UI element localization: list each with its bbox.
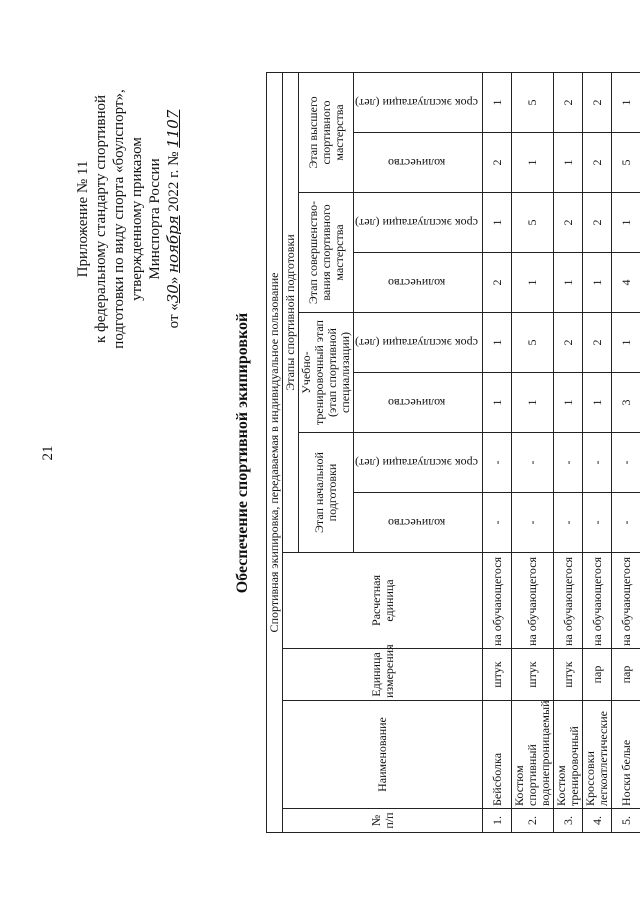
row-value: 1 bbox=[554, 372, 583, 432]
order-number: 1107 bbox=[164, 109, 182, 148]
row-name: Носки белые bbox=[612, 700, 640, 808]
header-term-3 bbox=[354, 192, 483, 252]
appendix-line-2: к федеральному стандарту спортивной bbox=[93, 94, 109, 343]
row-value: 4 bbox=[612, 252, 640, 312]
appendix-line-4: утвержденному приказом bbox=[129, 136, 145, 301]
row-value: 1 bbox=[483, 372, 512, 432]
header-name: Наименование bbox=[283, 700, 483, 808]
row-value: 1 bbox=[483, 192, 512, 252]
row-unit: штук bbox=[512, 648, 554, 700]
row-value: 1 bbox=[512, 372, 554, 432]
row-value: - bbox=[554, 492, 583, 552]
row-value: 1 bbox=[583, 252, 612, 312]
table-row bbox=[612, 72, 640, 832]
row-num: 4. bbox=[583, 808, 612, 832]
header-qty-1 bbox=[354, 492, 483, 552]
appendix-line-3: подготовки по виду спорта «боулспорт», bbox=[111, 88, 127, 349]
header-qty-4 bbox=[354, 132, 483, 192]
row-value: - bbox=[583, 432, 612, 492]
row-value: - bbox=[483, 432, 512, 492]
date-day: 30 bbox=[164, 283, 182, 303]
appendix-line-5: Минспорта России bbox=[147, 157, 163, 280]
header-unit: Единица измерения bbox=[283, 648, 483, 700]
row-value: - bbox=[554, 432, 583, 492]
row-name: Кроссовки легкоатлетические bbox=[583, 700, 612, 808]
table-row bbox=[483, 72, 512, 832]
header-term-3-label: срок эксплуатации (лет) bbox=[355, 215, 478, 230]
row-value: 2 bbox=[554, 312, 583, 372]
date-year: 2022 г. № bbox=[166, 147, 182, 215]
row-num: 5. bbox=[612, 808, 640, 832]
header-qty-4-label: количество bbox=[387, 155, 446, 170]
header-qty-1-label: количество bbox=[387, 515, 446, 530]
appendix-line-1: Приложение № 11 bbox=[75, 160, 91, 277]
row-calc: на обучающегося bbox=[583, 552, 612, 648]
row-value: - bbox=[612, 432, 640, 492]
row-value: 2 bbox=[554, 192, 583, 252]
header-term-2-label: срок эксплуатации (лет) bbox=[355, 335, 478, 350]
header-term-2 bbox=[354, 312, 483, 372]
header-top: Спортивная экипировка, передаваемая в индивидуальное пользование bbox=[267, 72, 283, 832]
row-value: 2 bbox=[483, 132, 512, 192]
date-month: ноября bbox=[164, 214, 182, 273]
header-qty-3 bbox=[354, 252, 483, 312]
header-qty-2-label: количество bbox=[387, 395, 446, 410]
row-value: 2 bbox=[583, 72, 612, 132]
page-number: 21 bbox=[40, 445, 56, 460]
date-prefix: от « bbox=[166, 302, 182, 328]
row-name: Костюм спортивный водонепроницаемый bbox=[512, 700, 554, 808]
header-term-1-label: срок эксплуатации (лет) bbox=[355, 455, 478, 470]
row-value: 1 bbox=[512, 132, 554, 192]
row-value: 2 bbox=[483, 252, 512, 312]
header-stage-4: Этап высшего спортивного мастерства bbox=[299, 72, 354, 192]
row-num: 3. bbox=[554, 808, 583, 832]
row-value: 5 bbox=[512, 72, 554, 132]
row-calc: на обучающегося bbox=[512, 552, 554, 648]
row-name: Костюм тренировочный bbox=[554, 700, 583, 808]
row-value: 2 bbox=[583, 192, 612, 252]
row-unit: штук bbox=[483, 648, 512, 700]
row-calc: на обучающегося bbox=[612, 552, 640, 648]
row-name: Бейсболка bbox=[483, 700, 512, 808]
row-unit: штук bbox=[554, 648, 583, 700]
row-value: 1 bbox=[583, 372, 612, 432]
row-value: 2 bbox=[554, 72, 583, 132]
row-num: 1. bbox=[483, 808, 512, 832]
row-num: 2. bbox=[512, 808, 554, 832]
header-stage-2: Учебно-тренировочный этап (этап спортивной специализации) bbox=[299, 312, 354, 432]
appendix-date-line bbox=[164, 69, 183, 369]
equipment-table bbox=[266, 71, 640, 832]
date-mid: » bbox=[166, 272, 182, 284]
row-value: - bbox=[512, 432, 554, 492]
row-value: 1 bbox=[554, 132, 583, 192]
row-value: 2 bbox=[583, 312, 612, 372]
table-row bbox=[583, 72, 612, 832]
row-unit: пар bbox=[583, 648, 612, 700]
header-qty-2 bbox=[354, 372, 483, 432]
row-value: 5 bbox=[512, 192, 554, 252]
row-value: 3 bbox=[612, 372, 640, 432]
header-qty-3-label: количество bbox=[387, 275, 446, 290]
row-calc: на обучающегося bbox=[554, 552, 583, 648]
header-term-4 bbox=[354, 72, 483, 132]
row-value: 2 bbox=[583, 132, 612, 192]
row-calc: на обучающегося bbox=[483, 552, 512, 648]
header-stages: Этапы спортивной подготовки bbox=[283, 72, 299, 552]
document-title: Обеспечение спортивной экипировкой bbox=[234, 312, 251, 593]
row-value: - bbox=[512, 492, 554, 552]
row-value: 5 bbox=[512, 312, 554, 372]
rotated-content bbox=[40, 53, 633, 853]
row-value: - bbox=[483, 492, 512, 552]
row-value: - bbox=[583, 492, 612, 552]
header-stage-1: Этап начальной подготовки bbox=[299, 432, 354, 552]
header-calc: Расчетная единица bbox=[283, 552, 483, 648]
row-value: 1 bbox=[483, 72, 512, 132]
row-value: 1 bbox=[483, 312, 512, 372]
table-row bbox=[554, 72, 583, 832]
row-value: 5 bbox=[612, 132, 640, 192]
header-term-1 bbox=[354, 432, 483, 492]
row-unit: пар bbox=[612, 648, 640, 700]
row-value: 1 bbox=[612, 72, 640, 132]
row-value: 1 bbox=[612, 312, 640, 372]
header-term-4-label: срок эксплуатации (лет) bbox=[355, 95, 478, 110]
row-value: - bbox=[612, 492, 640, 552]
row-value: 1 bbox=[612, 192, 640, 252]
table-row bbox=[512, 72, 554, 832]
header-stage-3: Этап совершенство-вания спортивного мастерства bbox=[299, 192, 354, 312]
appendix-block bbox=[74, 69, 183, 369]
header-num: № п/п bbox=[283, 808, 483, 832]
row-value: 1 bbox=[512, 252, 554, 312]
row-value: 1 bbox=[554, 252, 583, 312]
